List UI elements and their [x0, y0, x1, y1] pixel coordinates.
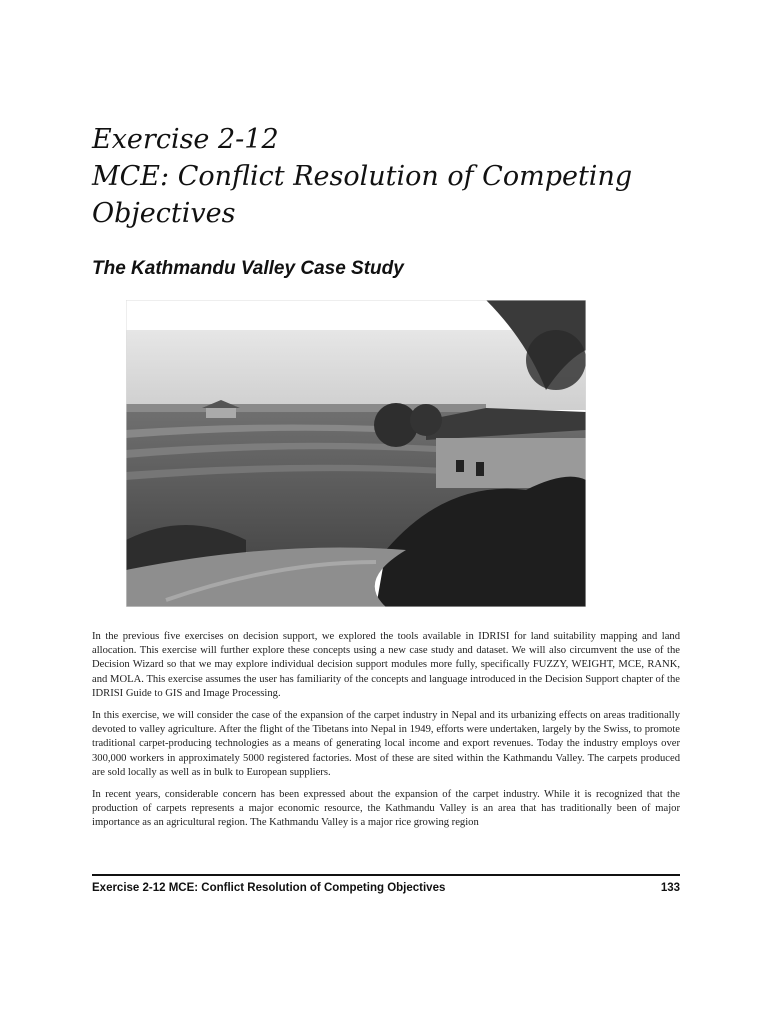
- kathmandu-valley-photo: [126, 300, 586, 607]
- body-text: [92, 630, 680, 839]
- paragraph-2: In this exercise, we will consider the case of the expansion of the carpet industry in Nepal and its urbanizing effects on areas traditionally devoted to valley agriculture. After the flight of the Tibetans into Nepal in 1949, efforts were undertaken, largely by the Swiss, to promote traditional carpet-producing technologies as a means of generating local income and export revenues. Today the industry employs over 300,000 workers in approximately 5000 registered factories. Most of these are sited within the Kathmandu Valley. The carpets produced are sold locally as well as in bulk to European suppliers.: [92, 710, 680, 778]
- heading-line-1: Exercise 2-12: [92, 124, 279, 155]
- paragraph-1: In the previous five exercises on decision support, we explored the tools available in IDRISI for land suitability mapping and land allocation. This exercise will further explore these concepts using a new case study and dataset. We will also circumvent the use of the Decision Wizard so that we may explore individual decision support modules more fully, specifically FUZZY, WEIGHT, MCE, RANK, and MOLA. This exercise assumes the user has familiarity of the concepts and language introduced in the Decision Support chapter of the IDRISI Guide to GIS and Image Processing.: [92, 631, 680, 699]
- page-number: 133: [660, 882, 680, 894]
- heading-line-2: MCE: Conflict Resolution of Competing: [92, 161, 633, 192]
- footer-divider: [92, 874, 680, 876]
- exercise-heading: [92, 121, 692, 232]
- heading-line-3: Objectives: [92, 198, 236, 229]
- case-study-subtitle: The Kathmandu Valley Case Study: [92, 258, 404, 279]
- footer-running-title: Exercise 2-12 MCE: Conflict Resolution of Competing Objectives: [92, 882, 446, 894]
- paragraph-3: In recent years, considerable concern has been expressed about the expansion of the carpet industry. While it is recognized that the production of carpets represents a major economic resource, the Kathmandu Valley is an area that has traditionally been of major importance as an agricultural region. The Kathmandu Valley is a major rice growing region: [92, 789, 680, 829]
